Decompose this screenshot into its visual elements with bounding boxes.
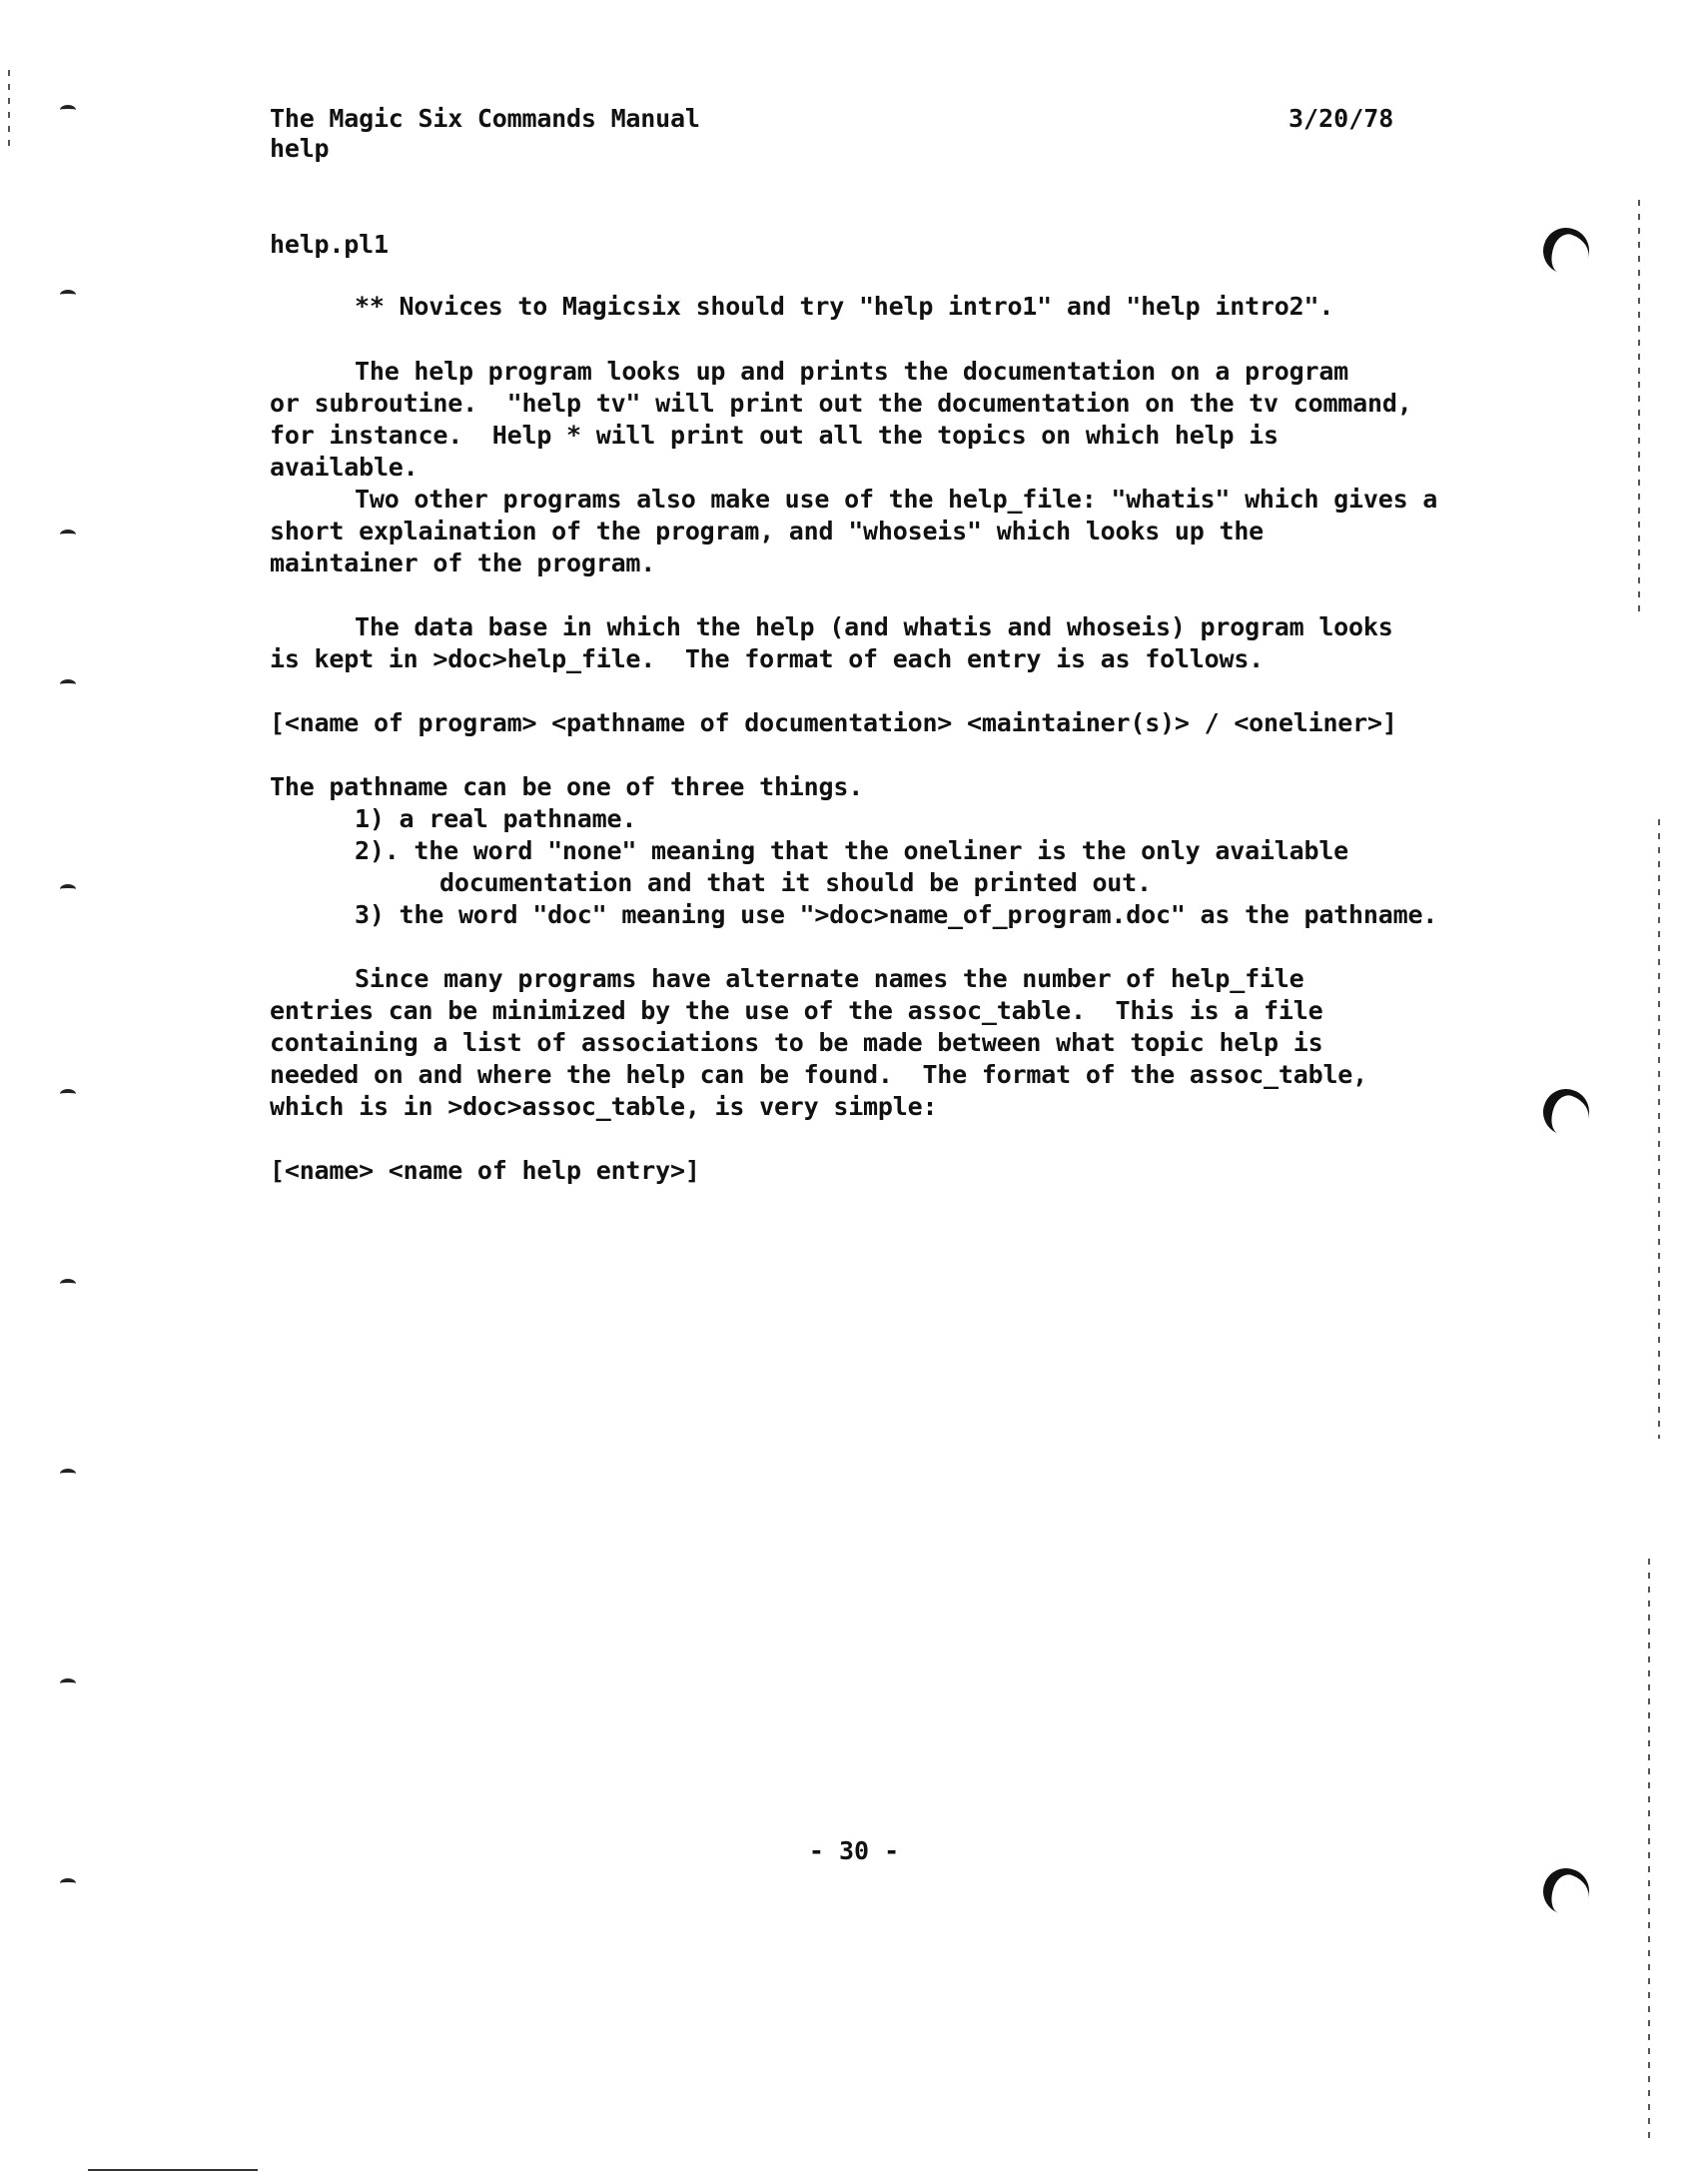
- scan-edge-line: [1658, 819, 1660, 1439]
- paragraph-line: for instance. Help * will print out all the topics on which help is: [270, 421, 1279, 450]
- section-heading: help.pl1: [270, 230, 389, 259]
- paragraph-line: The help program looks up and prints the documentation on a program: [355, 357, 1349, 386]
- binder-hole-mark: [1537, 1083, 1596, 1142]
- edge-mark: [60, 884, 76, 894]
- scan-edge-line: [1638, 200, 1640, 619]
- paragraph-line: Since many programs have alternate names the number of help_file: [355, 964, 1304, 993]
- assoc-format: [<name> <name of help entry>]: [270, 1156, 700, 1185]
- page-number: - 30 -: [808, 1836, 900, 1865]
- list-item: 3) the word "doc" meaning use ">doc>name_of_program.doc" as the pathname.: [355, 900, 1438, 929]
- paragraph-line: which is in >doc>assoc_table, is very simple:: [270, 1092, 938, 1121]
- paragraph-line: containing a list of associations to be made between what topic help is: [270, 1028, 1323, 1057]
- edge-mark: [60, 105, 76, 115]
- paragraph-line: The pathname can be one of three things.: [270, 772, 864, 801]
- edge-mark: [60, 290, 76, 300]
- scan-edge-line: [1648, 1559, 1650, 2138]
- manual-title: The Magic Six Commands Manual: [270, 104, 700, 133]
- novice-note: ** Novices to Magicsix should try "help intro1" and "help intro2".: [355, 292, 1334, 321]
- edge-mark: [60, 679, 76, 689]
- edge-mark: [60, 530, 76, 540]
- paragraph-line: needed on and where the help can be found. The format of the assoc_table,: [270, 1060, 1367, 1089]
- manual-section: help: [270, 134, 330, 163]
- entry-format: [<name of program> <pathname of documentation> <maintainer(s)> / <oneliner>]: [270, 708, 1397, 737]
- edge-mark: [60, 1089, 76, 1099]
- paragraph-line: entries can be minimized by the use of the assoc_table. This is a file: [270, 996, 1323, 1025]
- binder-hole-mark: [1537, 222, 1596, 281]
- scan-edge-line: [8, 70, 10, 150]
- edge-mark: [60, 1279, 76, 1289]
- paragraph-line: The data base in which the help (and whatis and whoseis) program looks: [355, 612, 1393, 641]
- list-item-continuation: documentation and that it should be printed out.: [439, 868, 1152, 897]
- edge-mark: [60, 1678, 76, 1688]
- binder-hole-mark: [1537, 1862, 1596, 1921]
- paragraph-line: maintainer of the program.: [270, 548, 656, 577]
- paragraph-line: available.: [270, 453, 419, 482]
- list-item: 2). the word "none" meaning that the oneliner is the only available: [355, 836, 1349, 865]
- paragraph-line: is kept in >doc>help_file. The format of each entry is as follows.: [270, 644, 1265, 673]
- list-item: 1) a real pathname.: [355, 804, 637, 833]
- paragraph-line: Two other programs also make use of the help_file: "whatis" which gives a: [355, 485, 1438, 514]
- edge-mark: [60, 1469, 76, 1479]
- paragraph-line: short explaination of the program, and "whoseis" which looks up the: [270, 517, 1265, 545]
- edge-mark: [60, 1878, 76, 1888]
- paragraph-line: or subroutine. "help tv" will print out the documentation on the tv command,: [270, 389, 1412, 418]
- footer-rule: [88, 2169, 258, 2171]
- document-date: 3/20/78: [1288, 104, 1394, 133]
